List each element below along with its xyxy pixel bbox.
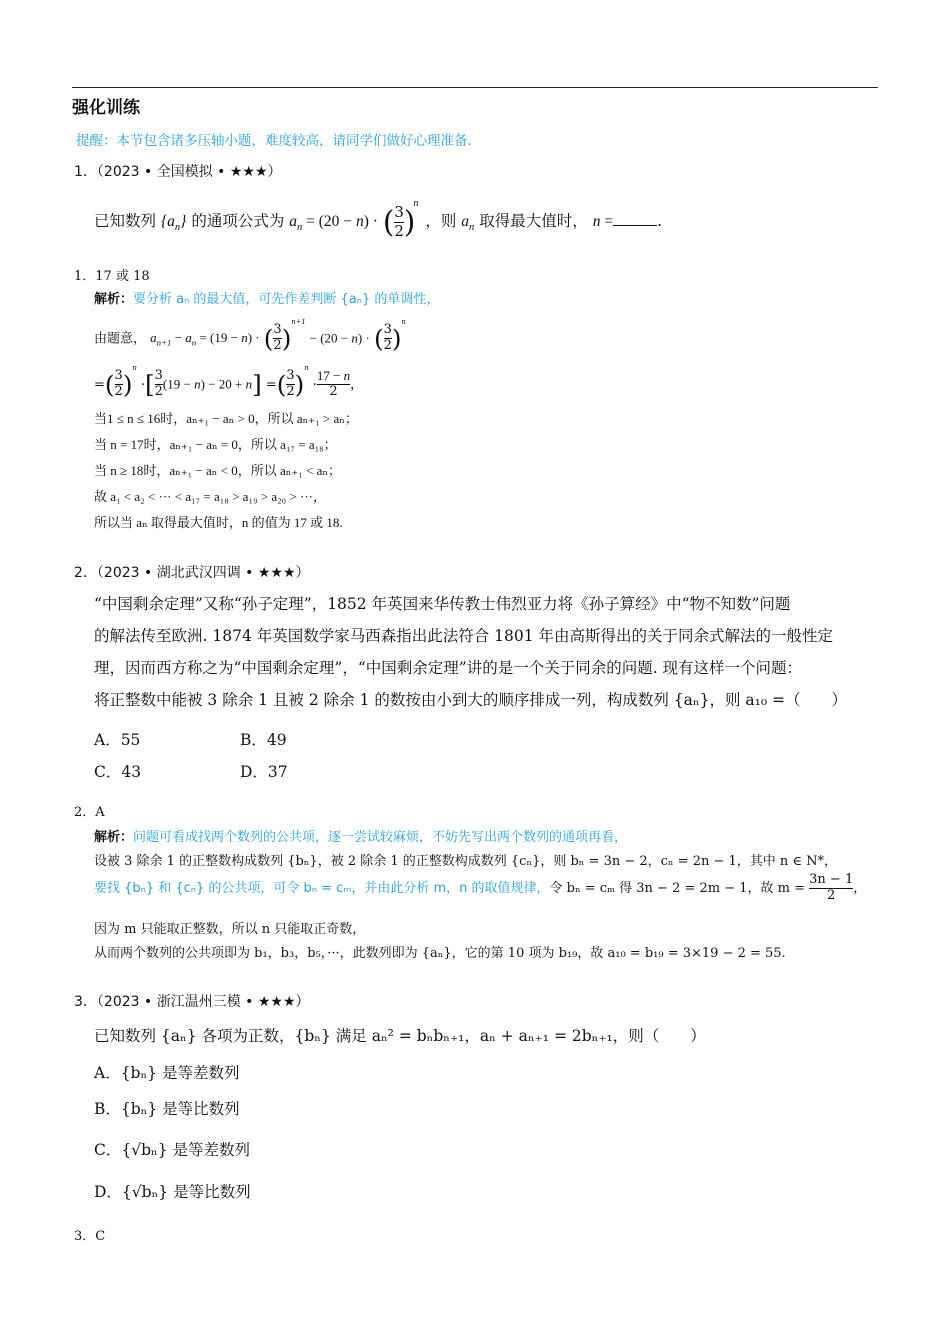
q3-option-b[interactable]: B．{bₙ} 是等比数列 — [94, 1100, 240, 1118]
answer-blank[interactable] — [613, 213, 657, 226]
q1-header: 1．（2023 • 全国模拟 • ★★★） — [74, 164, 282, 180]
a1-line2: =( $\frac{3}{2}$ )$^n$ ·[ $\frac{3}{2}$ (19 − n) − 20 + n] =( $\frac{3}{2}$ )$^n$ · $\frac{17 - n}{2}$ ， — [94, 362, 364, 400]
a2-line3: 要找 {bₙ} 和 {cₙ} 的公共项，可令 bₙ = cₘ，并由此分析 m，n 的取值规律，令 bₙ = cₘ 得 3n − 2 = 2m − 1，故 m = $\frac{3n - 1}{2}$ ， — [94, 872, 867, 903]
reminder-note: 提醒：本节包含诸多压轴小题，难度较高，请同学们做好心理准备. — [76, 133, 472, 149]
a2-line5: 从而两个数列的公共项即为 b₁，b₃，b₅，···，此数列即为 {aₙ}，它的第 10 项为 b₁₉，故 a₁₀ = b₁₉ = 3×19 − 2 = 55. — [94, 946, 786, 961]
q3-option-c[interactable]: C．{√bₙ} 是等差数列 — [94, 1141, 251, 1159]
a1-line8: 所以当 aₙ 取得最大值时，n 的值为 17 或 18. — [94, 515, 343, 530]
section-title: 强化训练 — [72, 98, 140, 118]
q2-option-a[interactable]: A．55 — [94, 731, 141, 749]
q1-stem: 已知数列 $\{a_n\}$ 的通项公式为 $a_n = (20 - n)$ · ( $\frac{3}{2}$ )$^n$ ，则 $a_n$ 取得最大值时， n = . — [94, 198, 663, 240]
a1-line1: 由题意， $a_{n+1} - a_n = (19 - n)$ · ( $\frac{3}{2}$ )$^{n+1}$ − (20 − n) · ( $\frac{3}{2}$ )$^n$ — [94, 316, 406, 354]
a3-header: 3．C — [74, 1229, 106, 1244]
a1-line5: 当 n = 17时，aₙ₊₁ − aₙ = 0，所以 a₁₇ = a₁₈； — [94, 437, 337, 452]
q2-option-d[interactable]: D．37 — [240, 763, 288, 781]
a1-hint-line: 解析：要分析 aₙ 的最大值，可先作差判断 {aₙ} 的单调性， — [94, 292, 440, 307]
q3-option-d[interactable]: D．{√bₙ} 是等比数列 — [94, 1183, 251, 1201]
a1-line7: 故 a₁ < a₂ < ··· < a₁₇ = a₁₈ > a₁₉ > a₂₀ > ···， — [94, 489, 326, 504]
a1-line4: 当1 ≤ n ≤ 16时，aₙ₊₁ − aₙ > 0，所以 aₙ₊₁ > aₙ； — [94, 411, 358, 426]
q2-header: 2．（2023 • 湖北武汉四调 • ★★★） — [74, 565, 310, 581]
q3-stem: 已知数列 {aₙ} 各项为正数，{bₙ} 满足 aₙ² = bₙbₙ₊₁，aₙ + aₙ₊₁ = 2bₙ₊₁，则（ ） — [94, 1027, 706, 1045]
a2-line4: 因为 m 只能取正整数，所以 n 只能取正奇数， — [94, 922, 366, 937]
q2-stem: “中国剩余定理”又称“孙子定理”，1852 年英国来华传教士伟烈亚力将《孙子算经》中“物不知数”问题 的解法传至欧洲. 1874 年英国数学家马西森指出此法符合 1801 年由高斯得出的关于同余式解法的一般性定 理，因而西方称之为“中国剩余定理”，“中国剩余定理”讲的是一个关于同余的问题. 现有这样一个问题： 将正整数中能被 3 除余 1 且被 2 除余 1 的数按由小到大的顺序排成一列，构成数列 {aₙ}，则 a₁₀ =（ ） — [94, 595, 847, 709]
a1-header: 1．17 或 18 — [74, 269, 150, 284]
a2-header: 2．A — [74, 805, 105, 820]
q2-option-b[interactable]: B．49 — [240, 731, 287, 749]
q3-option-a[interactable]: A．{bₙ} 是等差数列 — [94, 1064, 240, 1082]
a1-line6: 当 n ≥ 18时，aₙ₊₁ − aₙ < 0，所以 aₙ₊₁ < aₙ； — [94, 463, 341, 478]
a2-line2: 设被 3 除余 1 的正整数构成数列 {bₙ}，被 2 除余 1 的正整数构成数列 {cₙ}，则 bₙ = 3n − 2，cₙ = 2n − 1，其中 n ∈ N*， — [94, 854, 838, 869]
q2-option-c[interactable]: C．43 — [94, 763, 142, 781]
a2-hint-line: 解析：问题可看成找两个数列的公共项，逐一尝试较麻烦，不妨先写出两个数列的通项再看， — [94, 830, 628, 845]
q3-header: 3．（2023 • 浙江温州三模 • ★★★） — [74, 994, 310, 1010]
header-rule — [72, 87, 878, 88]
